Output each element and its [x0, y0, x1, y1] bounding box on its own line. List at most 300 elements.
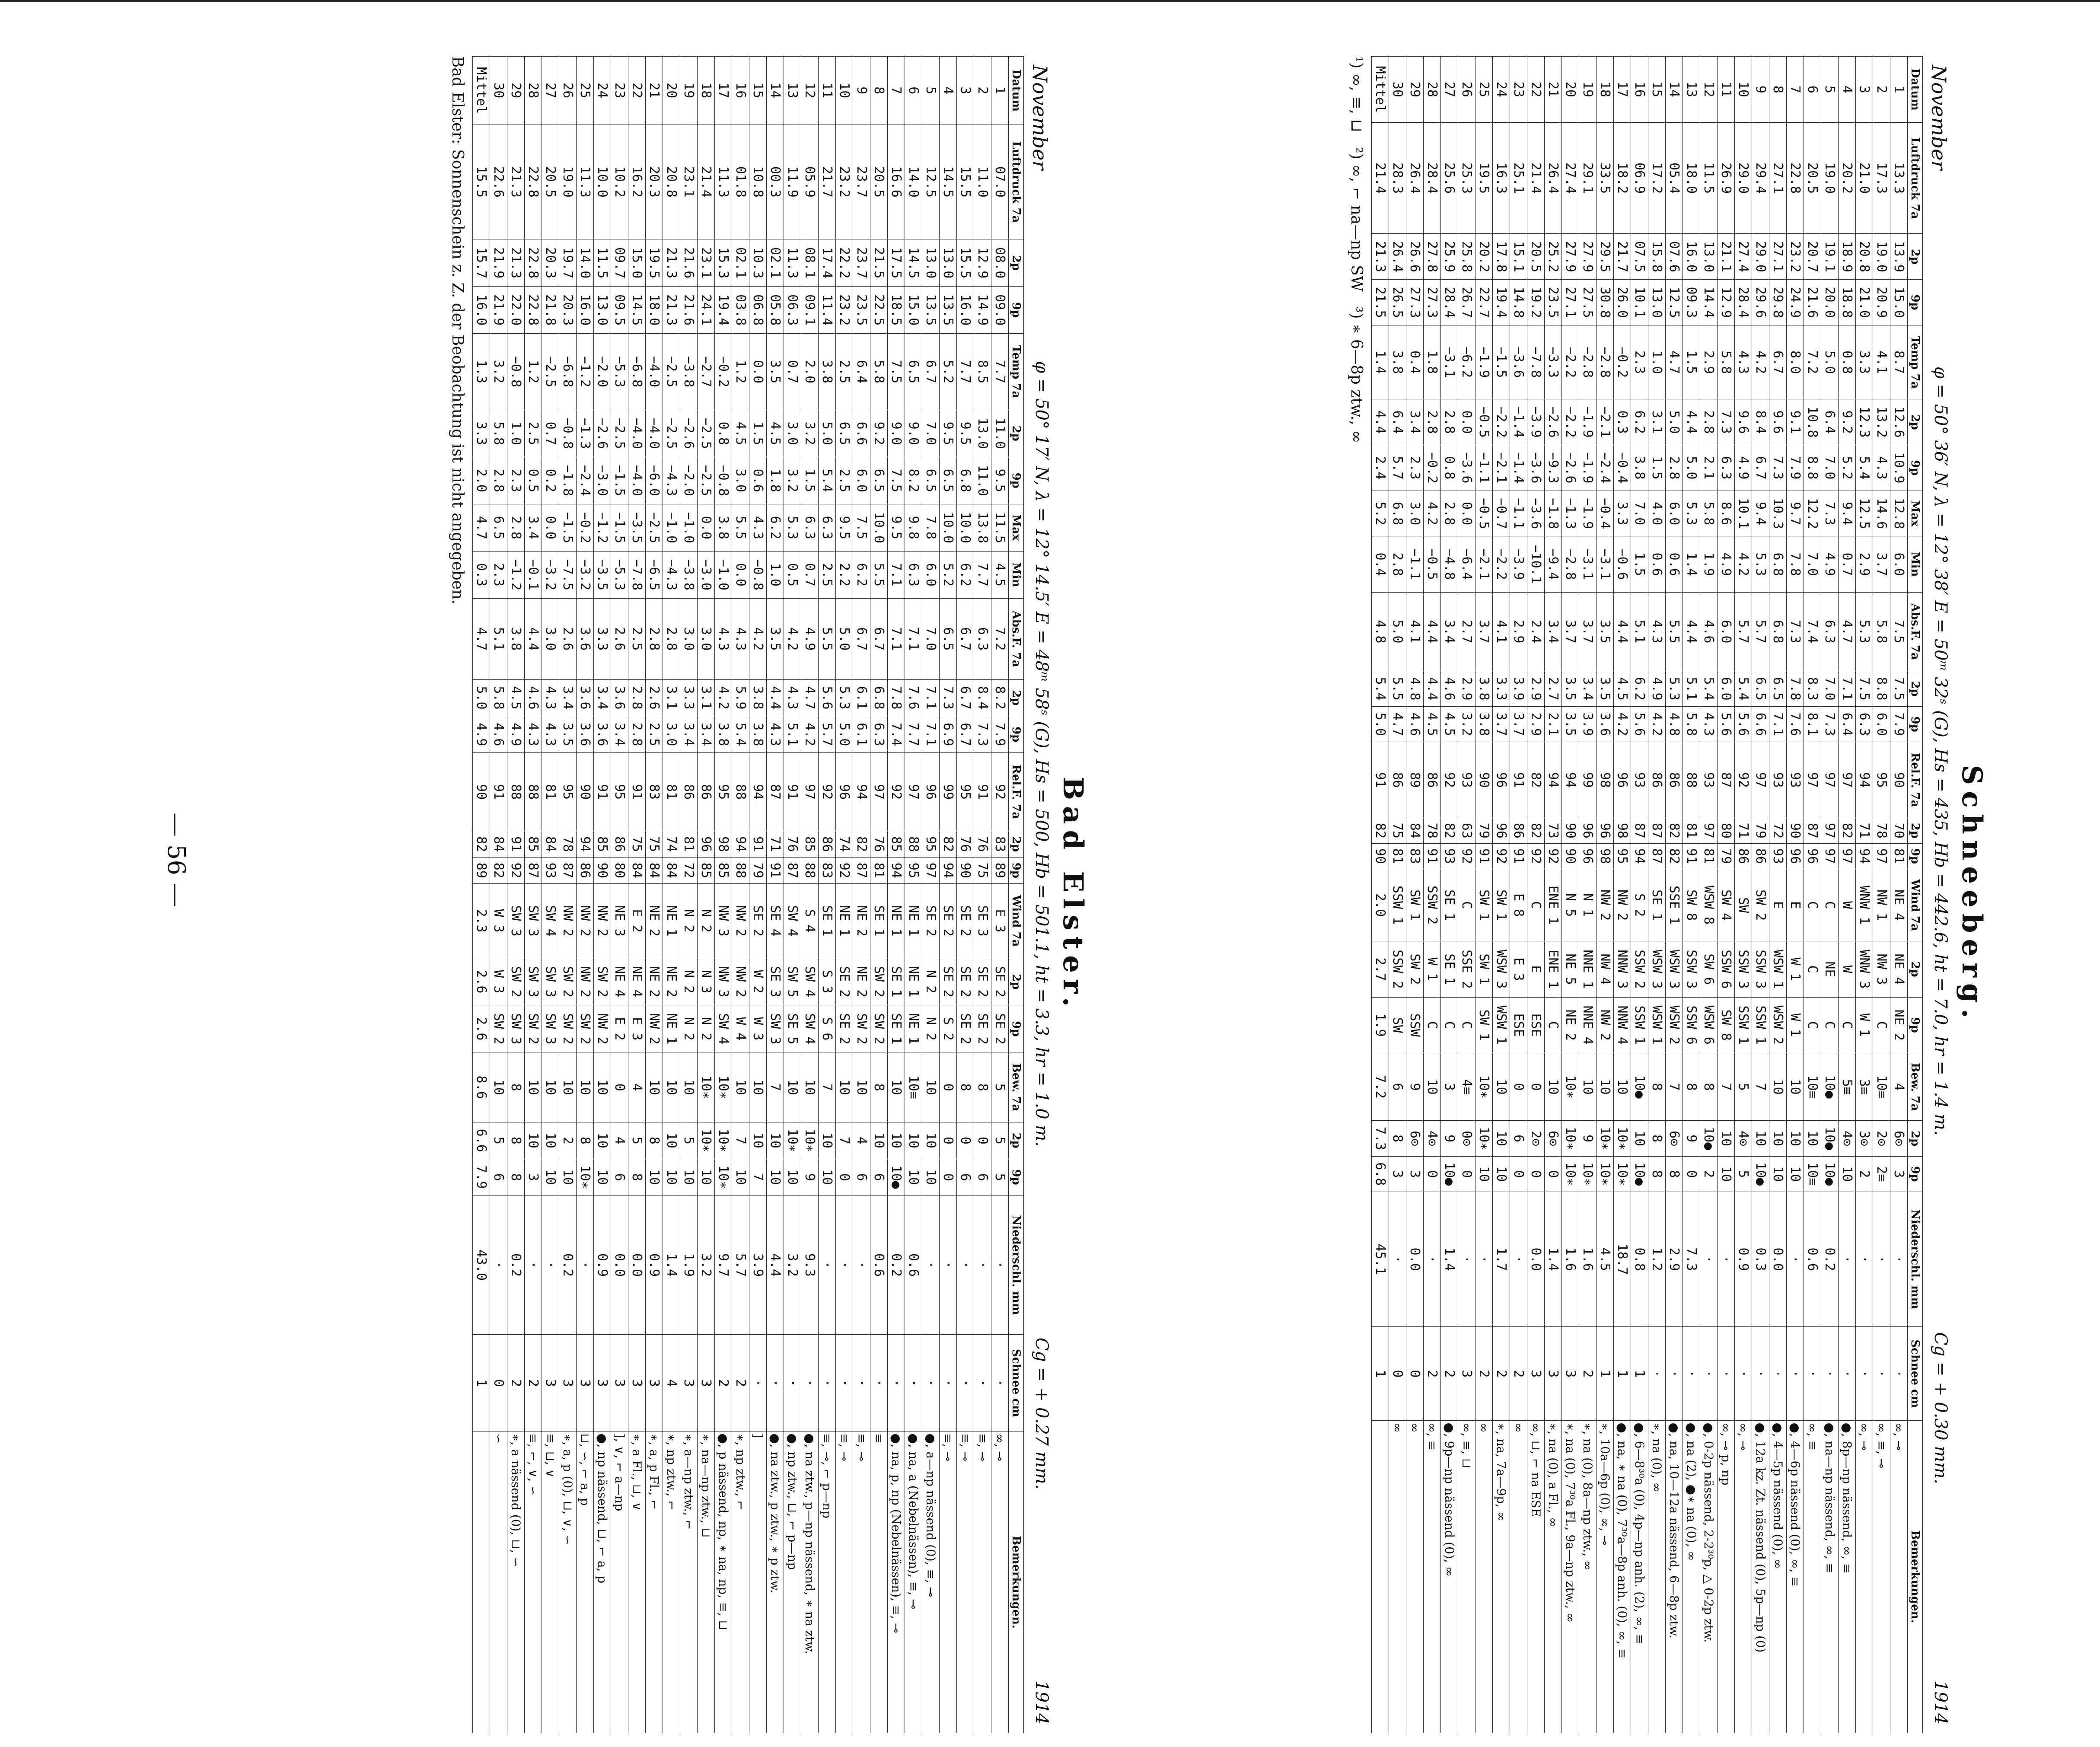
table-row	[1579, 57, 1597, 1733]
table-cell: 81	[542, 753, 559, 831]
table-cell: 4.9	[507, 716, 525, 753]
table-cell: 3	[1562, 1327, 1579, 1421]
table-cell: 81	[1890, 843, 1908, 869]
table-cell: 3	[1389, 1156, 1406, 1192]
table-cell: 7.8	[888, 679, 905, 716]
table-row	[1614, 57, 1631, 1733]
table-cell: 10	[698, 1159, 715, 1195]
table-cell: −1.0	[715, 551, 732, 598]
table-cell: 3.8	[749, 716, 767, 753]
table-cell: SE 3	[767, 958, 784, 1005]
table-cell: 91	[1510, 843, 1527, 869]
table-cell: 23.7	[853, 239, 870, 287]
table-cell: 1.4	[1683, 536, 1700, 592]
table-cell: 3.8	[1389, 325, 1406, 399]
table-cell: 27.3	[1406, 280, 1424, 325]
remarks-cell: ∞, ⊸	[1735, 1421, 1752, 1733]
table-cell: 08.1	[801, 239, 819, 287]
table-cell: 7.7	[974, 551, 991, 598]
table-cell: 10∗	[698, 1052, 715, 1122]
table-cell: 14.8	[1510, 280, 1527, 325]
table-cell: 6.1	[853, 716, 870, 753]
coords-text: φ = 50° 17′ N, λ = 12° 14.5′ E = 48ᵐ 58ˢ (G), Hs = 500, Hb = 501.1, ht = 3.3, hr = 1.0 m.	[1032, 361, 1052, 1147]
table-cell: 9.0	[888, 410, 905, 457]
remarks-cell: ∞, ≡	[1804, 1421, 1821, 1733]
table-cell: 86	[1752, 843, 1769, 869]
table-cell: 3.6	[611, 679, 628, 716]
table-cell: ·	[974, 1335, 991, 1431]
table-row	[1406, 57, 1424, 1733]
table-cell: 23.2	[836, 124, 853, 239]
table-cell: 21.1	[1718, 234, 1735, 280]
table-cell: SSW 1	[1631, 997, 1648, 1053]
table-cell: W 3	[490, 958, 507, 1005]
table-cell: 10	[663, 1159, 680, 1195]
table-cell: 5.4	[732, 716, 749, 753]
table-cell: E 8	[1510, 869, 1527, 941]
table-cell: 0	[836, 1159, 853, 1195]
bottom-note: Bad Elster: Sonnenschein z. Z. der Beobachtung ist nicht angegeben.	[449, 56, 466, 605]
table-cell: 7.9	[473, 1159, 490, 1195]
column-header: 2p	[1908, 941, 1923, 997]
table-cell: 10	[646, 1159, 663, 1195]
table-row	[922, 57, 940, 1733]
table-cell: W 4	[732, 1005, 749, 1052]
table-cell: 0.0	[1527, 1192, 1545, 1326]
table-row	[1545, 57, 1562, 1733]
table-cell: 73	[1545, 818, 1562, 843]
table-cell: 6.8	[1769, 536, 1787, 592]
table-cell: 11.5	[991, 504, 1009, 551]
table-cell: 0.0	[628, 1195, 646, 1335]
table-cell: 4.3	[1873, 445, 1890, 491]
table-cell: 13.5	[940, 287, 957, 334]
table-cell: 4.9	[1718, 536, 1735, 592]
table-cell: 10	[542, 1159, 559, 1195]
table-cell: SE 2	[940, 958, 957, 1005]
table-cell: 1.5	[1631, 536, 1648, 592]
table-cell: 2	[1441, 1327, 1458, 1421]
table-cell: 5.3	[1683, 491, 1700, 536]
table-cell: 8.8	[1873, 671, 1890, 706]
table-cell: 86	[680, 753, 698, 831]
table-cell: NW 4	[1597, 941, 1614, 997]
table-cell: 71	[1856, 818, 1873, 843]
table-cell: SW 4	[801, 1005, 819, 1052]
table-cell: 87	[767, 753, 784, 831]
table-cell: 5.6	[1735, 707, 1752, 742]
table-cell: 9	[1441, 1121, 1458, 1156]
table-cell: 2	[1424, 1327, 1441, 1421]
table-cell: 0	[611, 1052, 628, 1122]
footnote-3: ³) ∗ 6—8p ztw., ∞	[1348, 306, 1365, 443]
table-cell: 10	[1787, 1053, 1804, 1121]
table-cell: 97	[1700, 818, 1718, 843]
table-cell: SE 1	[1441, 869, 1458, 941]
table-cell: ·	[853, 1335, 870, 1431]
table-cell: 3.8	[507, 598, 525, 679]
table-cell: 5≡	[1839, 1053, 1856, 1121]
table-cell: −3.8	[680, 334, 698, 410]
table-cell: 3.4	[1545, 592, 1562, 671]
table-cell: 0	[490, 1335, 507, 1431]
table-cell: 6.6	[473, 1122, 490, 1159]
table-cell: NW 2	[1597, 997, 1614, 1053]
table-cell: E	[1787, 869, 1804, 941]
table-cell: SW 2	[870, 1005, 888, 1052]
table-cell: 4.9	[473, 716, 490, 753]
table-cell: 8	[1683, 1053, 1700, 1121]
table-cell: 5.6	[1631, 707, 1648, 742]
table-cell: 89	[1406, 742, 1424, 818]
table-cell: SSW 2	[1631, 941, 1648, 997]
table-cell: 19.4	[715, 287, 732, 334]
table-cell: 5.0	[836, 716, 853, 753]
table-cell: −3.5	[594, 551, 611, 598]
table-cell: 15.1	[1510, 234, 1527, 280]
table-cell: NW 2	[646, 1005, 663, 1052]
table-row	[698, 57, 715, 1733]
table-cell: 6.5	[490, 504, 507, 551]
table-cell: 2.9	[1527, 671, 1545, 706]
table-cell: 15.5	[957, 124, 974, 239]
table-cell: 10	[1579, 1053, 1597, 1121]
table-cell: −7.8	[1527, 325, 1545, 399]
table-cell: 10.1	[1735, 491, 1752, 536]
table-cell: −0.8	[507, 334, 525, 410]
table-cell: 5.8	[1873, 592, 1890, 671]
table-cell: 10.0	[870, 504, 888, 551]
remarks-cell: ●, na, a (Nebelnässen), ≡, ⊸	[905, 1431, 922, 1733]
table-cell: 7.3	[1821, 491, 1839, 536]
table-cell: 29.0	[1752, 234, 1769, 280]
table-cell: 97	[870, 753, 888, 831]
table-cell: 4.5	[1424, 707, 1441, 742]
table-cell: 23.5	[1545, 280, 1562, 325]
table-cell: SSW 1	[1735, 997, 1752, 1053]
table-cell: 90	[957, 857, 974, 883]
table-cell: 84	[646, 857, 663, 883]
table-cell: SSW 3	[1683, 941, 1700, 997]
table-cell: 4.4	[767, 1195, 784, 1335]
table-cell: 3.0	[732, 457, 749, 504]
table-cell: 3.0	[680, 598, 698, 679]
table-cell: 94	[1545, 742, 1562, 818]
table-cell: 30.8	[1597, 280, 1614, 325]
table-cell: 21.4	[698, 124, 715, 239]
table-cell: 10	[663, 1122, 680, 1159]
table-cell: −3.2	[577, 551, 594, 598]
table-cell: 7	[732, 1122, 749, 1159]
table-cell: −3.0	[698, 551, 715, 598]
table-cell: NE 1	[888, 883, 905, 958]
table-cell: 12.9	[1718, 280, 1735, 325]
column-header: 9p	[1009, 1159, 1024, 1195]
table-cell: 8.3	[1804, 671, 1821, 706]
column-header: Rel.F. 7a	[1908, 742, 1923, 818]
table-cell: 0	[1527, 1053, 1545, 1121]
table-cell: 8	[1648, 1156, 1666, 1192]
table-cell: 01.8	[732, 124, 749, 239]
table-cell: SW 8	[1683, 869, 1700, 941]
table-row	[732, 57, 749, 1733]
table-cell: 10	[1769, 1121, 1787, 1156]
table-cell: 0.6	[1648, 536, 1666, 592]
remarks-cell: ], ∨, ⌐ a—np	[611, 1431, 628, 1733]
table-cell: 10∗	[1562, 1121, 1579, 1156]
table-cell: 0.6	[749, 457, 767, 504]
table-cell: 7.3	[1821, 707, 1839, 742]
table-cell: N 2	[698, 883, 715, 958]
table-cell: 15.3	[715, 239, 732, 287]
table-cell: 80	[611, 857, 628, 883]
table-cell: 87	[784, 857, 801, 883]
table-cell: 3≡	[1856, 1053, 1873, 1121]
table-cell: 7.7	[991, 334, 1009, 410]
table-cell: 6	[490, 1159, 507, 1195]
table-cell: 2.6	[611, 598, 628, 679]
table-cell: 78	[559, 831, 577, 858]
column-header: 2p	[1009, 410, 1024, 457]
table-cell: 5.0	[1683, 445, 1700, 491]
table-cell: 6.8	[1389, 491, 1406, 536]
table-cell: 2	[1873, 57, 1890, 123]
table-cell: 98	[1614, 818, 1631, 843]
table-cell: SE 1	[1441, 941, 1458, 997]
table-cell: 22.6	[490, 124, 507, 239]
table-cell: −1.1	[1475, 445, 1493, 491]
table-cell: 25	[577, 57, 594, 124]
table-row	[888, 57, 905, 1733]
table-cell: 88	[525, 753, 542, 831]
table-cell: 10	[749, 1122, 767, 1159]
table-cell: 4	[663, 1335, 680, 1431]
table-cell: 7	[1787, 57, 1804, 123]
table-cell: 6.7	[1752, 445, 1769, 491]
column-header: 9p	[1908, 843, 1923, 869]
table-cell: SE 2	[991, 958, 1009, 1005]
table-cell: 82	[1666, 818, 1683, 843]
table-cell: 0	[1424, 1156, 1441, 1192]
table-cell: Mittel	[1372, 57, 1389, 123]
table-cell: WSW 3	[1648, 941, 1666, 997]
table-cell: 7.2	[991, 598, 1009, 679]
table-cell: ·	[1683, 1327, 1700, 1421]
table-cell: 6	[905, 57, 922, 124]
table-cell: 7.5	[1890, 671, 1908, 706]
table-cell: 4.7	[1839, 592, 1856, 671]
table-cell: 7.0	[1631, 491, 1648, 536]
remarks-cell: ●, na, 10—12a nässend, 6—8p ztw.	[1666, 1421, 1683, 1733]
table-cell: 9.5	[957, 410, 974, 457]
table-cell: 4.8	[1406, 671, 1424, 706]
remarks-cell: ∞, ⊔, ⌐ na ESE	[1527, 1421, 1545, 1733]
table-cell: 7.3	[940, 679, 957, 716]
station-coords	[1028, 56, 1052, 1733]
table-cell: ·	[577, 1195, 594, 1335]
table-cell: −1.0	[663, 504, 680, 551]
table-cell: NE 1	[836, 883, 853, 958]
table-cell: 6.5	[1769, 671, 1787, 706]
table-cell: 5.0	[836, 598, 853, 679]
table-cell: 6	[957, 1159, 974, 1195]
table-cell: 27	[542, 57, 559, 124]
table-cell: 9.6	[1769, 399, 1787, 445]
table-cell: 2.8	[1666, 445, 1683, 491]
table-cell: 27	[1441, 57, 1458, 123]
table-cell: 6.7	[853, 598, 870, 679]
table-cell: 2	[974, 57, 991, 124]
table-cell: 5.5	[870, 551, 888, 598]
table-cell: 10	[594, 1052, 611, 1122]
table-cell: 13.3	[1890, 122, 1908, 234]
table-cell: 3.8	[715, 716, 732, 753]
table-cell: 95	[715, 753, 732, 831]
table-cell: 3	[611, 1335, 628, 1431]
table-cell: S 4	[801, 883, 819, 958]
table-cell: 2.3	[473, 883, 490, 958]
table-cell: 19.0	[1821, 122, 1839, 234]
table-cell: 3.5	[559, 716, 577, 753]
table-cell: W 1	[1787, 997, 1804, 1053]
remarks-cell: ●, np ztw., ⊔, ⌐ p—np	[784, 1431, 801, 1733]
table-cell: 2.9	[1856, 536, 1873, 592]
table-cell: −0.5	[1475, 491, 1493, 536]
table-cell: 87	[1631, 818, 1648, 843]
table-cell: 2.7	[1458, 592, 1475, 671]
table-cell: 6	[870, 1159, 888, 1195]
table-row	[628, 57, 646, 1733]
column-header: 2p	[1908, 671, 1923, 706]
table-cell: 3.4	[1406, 399, 1424, 445]
column-header: Max	[1009, 504, 1024, 551]
table-cell: 2.0	[473, 457, 490, 504]
table-cell: −1.4	[1510, 399, 1527, 445]
table-cell: 17.3	[1873, 122, 1890, 234]
remarks-cell: ≡, ⊸	[836, 1431, 853, 1733]
table-cell: 5.8	[490, 679, 507, 716]
table-cell: 23.2	[1787, 234, 1804, 280]
table-cell: 79	[1475, 818, 1493, 843]
table-cell: 0.3	[1614, 399, 1631, 445]
table-cell: 7.0	[1804, 536, 1821, 592]
table-cell: 6.2	[767, 504, 784, 551]
table-cell: 33.5	[1597, 122, 1614, 234]
table-cell: 4.9	[801, 598, 819, 679]
table-cell: 82	[1527, 742, 1545, 818]
table-cell: N 2	[680, 958, 698, 1005]
table-row	[490, 57, 507, 1733]
table-cell: 3.0	[542, 598, 559, 679]
table-cell: WSW 3	[1666, 941, 1683, 997]
table-cell: SSW 1	[1752, 997, 1769, 1053]
table-cell: −9.3	[1545, 445, 1562, 491]
table-cell: 2⊙	[1527, 1121, 1545, 1156]
table-cell: 9.5	[888, 504, 905, 551]
station-title: Schneeberg.	[1956, 765, 1988, 1024]
table-cell: ·	[1890, 1327, 1908, 1421]
table-cell: −2.2	[1562, 399, 1579, 445]
table-cell: W 1	[1856, 997, 1873, 1053]
table-cell: 26.6	[1406, 234, 1424, 280]
table-cell: NE 2	[1890, 997, 1908, 1053]
table-cell: 94	[732, 831, 749, 858]
table-cell: 6.6	[853, 410, 870, 457]
table-cell: 92	[888, 753, 905, 831]
table-cell: 10	[1804, 1121, 1821, 1156]
table-cell: NW 3	[715, 958, 732, 1005]
table-cell: 21.4	[1527, 122, 1545, 234]
table-cell: 5.6	[819, 679, 836, 716]
table-cell: 0	[1545, 1156, 1562, 1192]
table-cell: W 1	[1787, 941, 1804, 997]
table-cell: 92	[991, 753, 1009, 831]
table-cell: 3	[1441, 1053, 1458, 1121]
table-cell: 13.5	[922, 287, 940, 334]
table-cell: 6.7	[1769, 325, 1787, 399]
table-cell: 7	[1718, 1053, 1735, 1121]
table-cell: 1.9	[1372, 997, 1389, 1053]
table-cell: 2.1	[1700, 445, 1718, 491]
table-row	[870, 57, 888, 1733]
table-cell: 96	[1614, 742, 1631, 818]
table-cell: ·	[1769, 1327, 1787, 1421]
remarks-cell: ∗, np ztw., ⌐	[663, 1431, 680, 1733]
table-cell: 96	[1493, 818, 1510, 843]
table-cell: ·	[836, 1335, 853, 1431]
table-cell: N 2	[698, 1005, 715, 1052]
table-cell: −9.4	[1545, 536, 1562, 592]
column-header: Temp 7a	[1908, 325, 1923, 399]
table-cell: 8	[1648, 1121, 1666, 1156]
table-cell: 5.4	[819, 457, 836, 504]
table-cell: 15	[749, 57, 767, 124]
remarks-cell: ●, np nässend, ⊔, ⌐ a, p	[594, 1431, 611, 1733]
table-cell: 1.2	[732, 334, 749, 410]
table-cell: 5.3	[1752, 536, 1769, 592]
table-cell: 12.5	[1856, 491, 1873, 536]
table-cell: ·	[922, 1195, 940, 1335]
table-cell: WSW 1	[1648, 997, 1666, 1053]
table-cell: 5	[991, 1052, 1009, 1122]
table-cell: 0.6	[1804, 1192, 1821, 1326]
table-cell: 7.5	[888, 457, 905, 504]
table-cell: 7.3	[974, 716, 991, 753]
table-cell: 6.2	[1631, 671, 1648, 706]
table-cell: 43.0	[473, 1195, 490, 1335]
table-cell: E 3	[1510, 941, 1527, 997]
table-cell: 6.9	[940, 716, 957, 753]
table-cell: 1.6	[1562, 1192, 1579, 1326]
table-cell: 19.0	[559, 124, 577, 239]
table-cell: 1.2	[525, 334, 542, 410]
table-cell: 92	[1545, 843, 1562, 869]
table-cell: 2.8	[490, 457, 507, 504]
table-cell: 6.8	[957, 457, 974, 504]
table-cell: −1.4	[1510, 445, 1527, 491]
table-cell: C	[1804, 869, 1821, 941]
table-cell: −0.8	[559, 410, 577, 457]
table-cell: 96	[1787, 843, 1804, 869]
table-cell: 8	[507, 1159, 525, 1195]
table-cell: 2.9	[1700, 325, 1718, 399]
table-cell: NNW 4	[1614, 997, 1631, 1053]
table-cell: S 2	[1631, 869, 1648, 941]
table-cell: 7.8	[1787, 671, 1804, 706]
table-cell: 4.1	[1406, 592, 1424, 671]
table-cell: SE 2	[922, 883, 940, 958]
table-cell: 10	[1839, 1156, 1856, 1192]
